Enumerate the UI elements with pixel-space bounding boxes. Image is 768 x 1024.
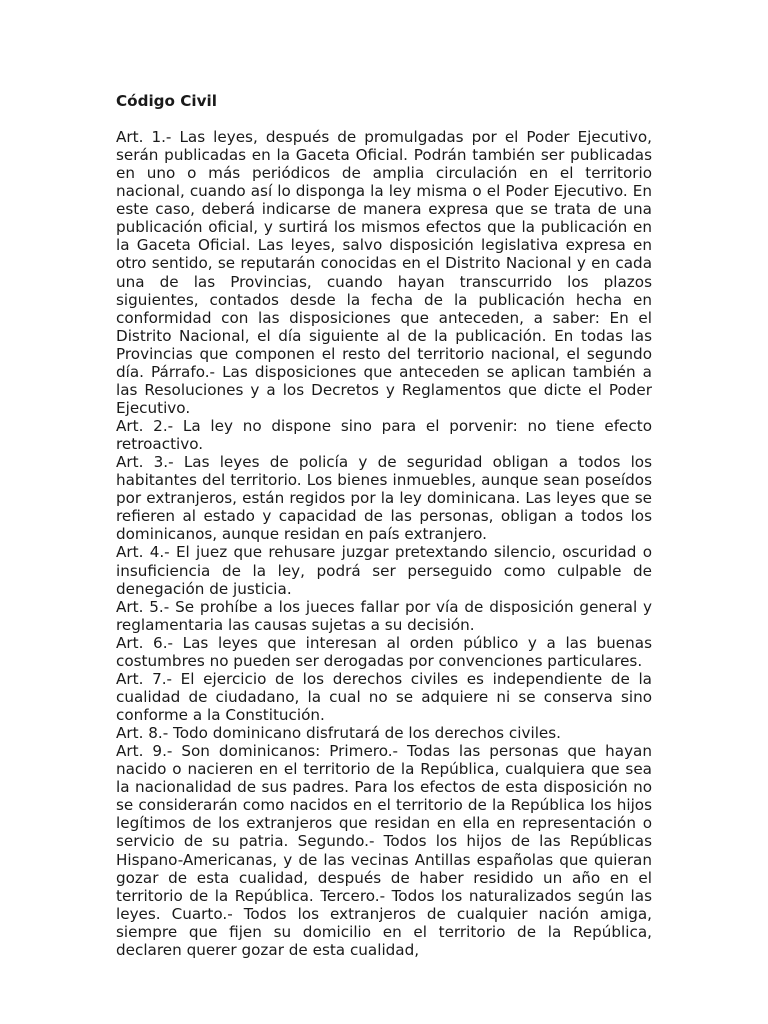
article-1: Art. 1.- Las leyes, después de promulgadas por el Poder Ejecutivo, serán publicadas en la Gaceta Oficial. Podrán también ser publicadas en uno o más periódicos de amplia circulación en el territorio nacional, cuando así lo disponga la ley misma o el Poder Ejecutivo. En este caso, deberá indicarse de manera expresa que se trata de una publicación oficial, y surtirá los mismos efectos que la publicación en la Gaceta Oficial. Las leyes, salvo disposición legislativa expresa en otro sentido, se reputarán conocidas en el Distrito Nacional y en cada una de las Provincias, cuando hayan transcurrido los plazos siguientes, contados desde la fecha de la publicación hecha en conformidad con las disposiciones que anteceden, a saber: En el Distrito Nacional, el día siguiente al de la publicación. En todas las Provincias que componen el resto del territorio nacional, el segundo día. Párrafo.- Las disposiciones que anteceden se aplican también a las Resoluciones y a los Decretos y Reglamentos que dicte el Poder Ejecutivo. (116, 128, 652, 417)
article-2: Art. 2.- La ley no dispone sino para el porvenir: no tiene efecto retroactivo. (116, 417, 652, 454)
document-page (116, 92, 652, 959)
article-7: Art. 7.- El ejercicio de los derechos civiles es independiente de la cualidad de ciudadano, la cual no se adquiere ni se conserva sino conforme a la Constitución. (116, 669, 652, 724)
article-3: Art. 3.- Las leyes de policía y de seguridad obligan a todos los habitantes del territorio. Los bienes inmuebles, aunque sean poseídos por extranjeros, están regidos por la ley dominicana. Las leyes que se refieren al estado y capacidad de las personas, obligan a todos los dominicanos, aunque residan en país extranjero. (116, 453, 652, 544)
article-8: Art. 8.- Todo dominicano disfrutará de los derechos civiles. (116, 724, 562, 743)
document-title: Código Civil (116, 92, 217, 110)
article-9: Art. 9.- Son dominicanos: Primero.- Todas las personas que hayan nacido o nacieren en el territorio de la República, cualquiera que sea la nacionalidad de sus padres. Para los efectos de esta disposición no se considerarán como nacidos en el territorio de la República los hijos legítimos de los extranjeros que residan en ella en representación o servicio de su patria. Segundo.- Todos los hijos de las Repúblicas Hispano-Americanas, y de las vecinas Antillas españolas que quieran gozar de esta cualidad, después de haber residido un año en el territorio de la República. Tercero.- Todos los naturalizados según las leyes. Cuarto.- Todos los extranjeros de cualquier nación amiga, siempre que fijen su domicilio en el territorio de la República, declaren querer gozar de esta cualidad, (116, 742, 652, 959)
article-6: Art. 6.- Las leyes que interesan al orden público y a las buenas costumbres no pueden ser derogadas por convenciones particulares. (116, 633, 652, 670)
article-4: Art. 4.- El juez que rehusare juzgar pretextando silencio, oscuridad o insuficiencia de la ley, podrá ser perseguido como culpable de denegación de justicia. (116, 543, 652, 598)
article-5: Art. 5.- Se prohíbe a los jueces fallar por vía de disposición general y reglamentaria las causas sujetas a su decisión. (116, 597, 652, 634)
